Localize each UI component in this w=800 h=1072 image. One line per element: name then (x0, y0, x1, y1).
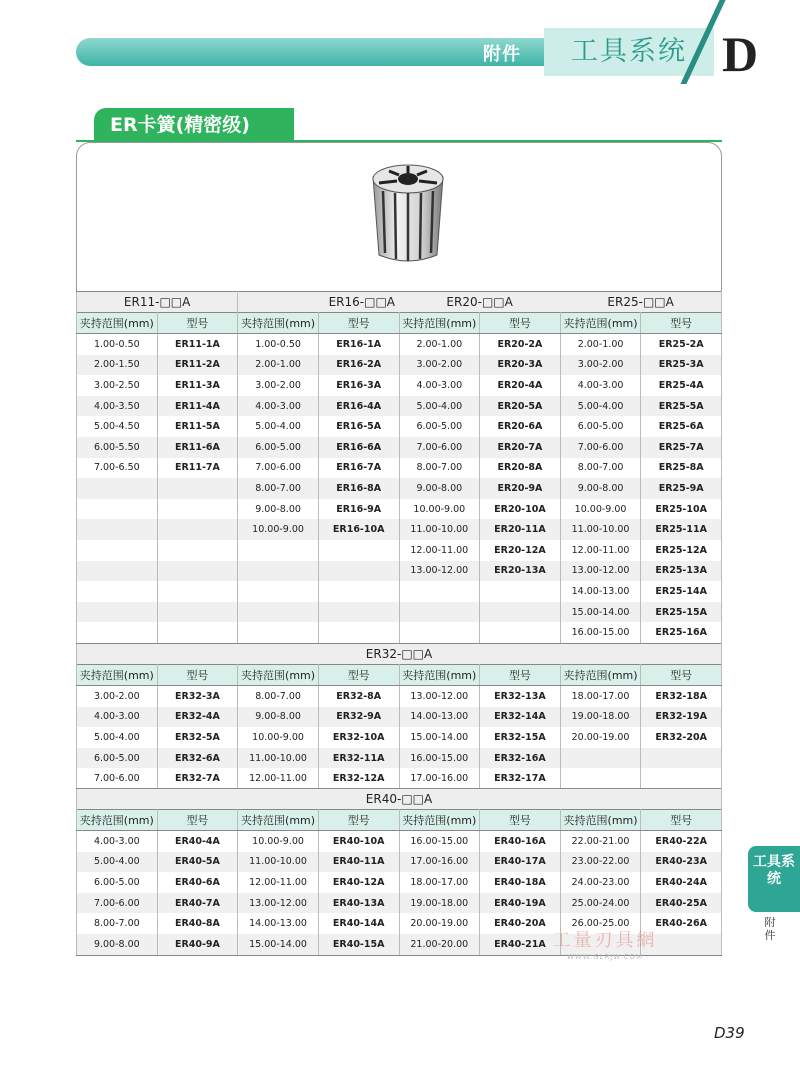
model-cell: ER32-17A (480, 768, 561, 789)
range-cell: 8.00-7.00 (238, 686, 319, 707)
model-cell: ER20-2A (480, 334, 561, 355)
model-cell: ER11-2A (157, 355, 238, 376)
range-cell: 5.00-4.00 (77, 852, 158, 873)
model-cell: ER16-3A (318, 375, 399, 396)
range-cell: 3.00-2.00 (77, 686, 158, 707)
range-cell: 15.00-14.00 (238, 934, 319, 955)
model-cell: ER40-9A (157, 934, 238, 955)
range-cell: 17.00-16.00 (399, 768, 480, 789)
range-cell: 17.00-16.00 (399, 852, 480, 873)
range-cell: 4.00-3.00 (77, 707, 158, 728)
model-cell (480, 622, 561, 643)
range-cell: 7.00-6.00 (560, 437, 641, 458)
model-cell: ER25-2A (641, 334, 722, 355)
range-cell: 6.00-5.00 (399, 416, 480, 437)
range-cell: 6.00-5.00 (238, 437, 319, 458)
model-cell: ER40-5A (157, 852, 238, 873)
watermark: 工量刃具網 (552, 930, 658, 951)
model-cell: ER16-4A (318, 396, 399, 417)
model-cell: ER40-17A (480, 852, 561, 873)
range-cell: 8.00-7.00 (238, 478, 319, 499)
range-cell: 2.00-1.00 (560, 334, 641, 355)
model-cell: ER32-8A (318, 686, 399, 707)
model-cell (157, 581, 238, 602)
model-cell: ER40-12A (318, 872, 399, 893)
model-cell: ER40-10A (318, 831, 399, 852)
range-cell: 3.00-2.00 (399, 355, 480, 376)
model-cell: ER40-26A (641, 913, 722, 934)
model-cell: ER32-16A (480, 748, 561, 769)
model-cell: ER40-23A (641, 852, 722, 873)
model-cell: ER16-9A (318, 499, 399, 520)
model-cell: ER25-4A (641, 375, 722, 396)
range-cell (399, 602, 480, 623)
range-cell: 3.00-2.00 (560, 355, 641, 376)
model-cell: ER25-6A (641, 416, 722, 437)
range-cell: 25.00-24.00 (560, 893, 641, 914)
column-header-model: 型号 (641, 313, 722, 334)
model-cell: ER40-25A (641, 893, 722, 914)
model-cell: ER11-1A (157, 334, 238, 355)
model-cell: ER11-3A (157, 375, 238, 396)
model-cell (157, 540, 238, 561)
range-cell (77, 540, 158, 561)
column-header-range: 夹持范围(mm) (560, 313, 641, 334)
model-cell: ER32-5A (157, 727, 238, 748)
watermark-url: WWW.GLRJW.COM (566, 953, 644, 961)
range-cell: 5.00-4.00 (399, 396, 480, 417)
range-cell: 7.00-6.00 (77, 768, 158, 789)
range-cell: 13.00-12.00 (238, 893, 319, 914)
range-cell: 5.00-4.50 (77, 416, 158, 437)
side-tab-sublabel: 附件 (764, 916, 776, 942)
model-cell (157, 478, 238, 499)
model-cell (480, 581, 561, 602)
range-cell: 7.00-6.00 (399, 437, 480, 458)
range-cell: 19.00-18.00 (399, 893, 480, 914)
model-cell: ER32-12A (318, 768, 399, 789)
model-cell: ER11-6A (157, 437, 238, 458)
model-cell: ER25-11A (641, 519, 722, 540)
range-cell: 9.00-8.00 (238, 707, 319, 728)
column-header-model: 型号 (480, 313, 561, 334)
range-cell: 11.00-10.00 (560, 519, 641, 540)
model-cell: ER25-7A (641, 437, 722, 458)
range-cell (560, 748, 641, 769)
range-cell (238, 622, 319, 643)
model-cell (157, 499, 238, 520)
model-cell: ER25-5A (641, 396, 722, 417)
range-cell: 2.00-1.00 (238, 355, 319, 376)
range-cell: 1.00-0.50 (238, 334, 319, 355)
range-cell: 4.00-3.00 (399, 375, 480, 396)
range-cell: 18.00-17.00 (399, 872, 480, 893)
range-cell: 5.00-4.00 (560, 396, 641, 417)
column-header-row (77, 313, 722, 334)
range-cell (77, 519, 158, 540)
range-cell: 2.00-1.50 (77, 355, 158, 376)
group-title: ER16-□□A (238, 292, 399, 313)
group-title: ER25-□□A (560, 292, 721, 313)
column-header-model: 型号 (318, 810, 399, 831)
range-cell: 5.00-4.00 (77, 727, 158, 748)
model-cell: ER11-7A (157, 458, 238, 479)
range-cell: 22.00-21.00 (560, 831, 641, 852)
table-row (77, 458, 722, 479)
model-cell (318, 602, 399, 623)
model-cell (157, 519, 238, 540)
model-cell (318, 561, 399, 582)
model-cell (318, 581, 399, 602)
model-cell: ER16-8A (318, 478, 399, 499)
model-cell: ER25-16A (641, 622, 722, 643)
model-cell: ER16-10A (318, 519, 399, 540)
model-cell: ER32-7A (157, 768, 238, 789)
range-cell: 14.00-13.00 (238, 913, 319, 934)
range-cell: 3.00-2.00 (238, 375, 319, 396)
range-cell: 9.00-8.00 (238, 499, 319, 520)
model-cell: ER40-15A (318, 934, 399, 955)
table-row (77, 519, 722, 540)
model-cell: ER20-6A (480, 416, 561, 437)
model-cell: ER25-9A (641, 478, 722, 499)
column-header-model: 型号 (157, 313, 238, 334)
er32-table (76, 643, 722, 790)
model-cell: ER32-19A (641, 707, 722, 728)
range-cell: 9.00-8.00 (77, 934, 158, 955)
model-cell: ER40-21A (480, 934, 561, 955)
model-cell: ER11-5A (157, 416, 238, 437)
range-cell: 14.00-13.00 (560, 581, 641, 602)
model-cell: ER25-8A (641, 458, 722, 479)
table-row (77, 499, 722, 520)
model-cell: ER20-5A (480, 396, 561, 417)
range-cell: 4.00-3.00 (560, 375, 641, 396)
column-header-range: 夹持范围(mm) (238, 313, 319, 334)
model-cell: ER40-20A (480, 913, 561, 934)
group-title-row (77, 789, 722, 810)
model-cell: ER16-6A (318, 437, 399, 458)
group-title-row (77, 644, 722, 665)
range-cell: 9.00-8.00 (399, 478, 480, 499)
range-cell: 4.00-3.00 (238, 396, 319, 417)
model-cell: ER32-11A (318, 748, 399, 769)
column-header-model: 型号 (318, 665, 399, 686)
column-header-model: 型号 (157, 810, 238, 831)
table-row (77, 334, 722, 355)
model-cell: ER25-12A (641, 540, 722, 561)
model-cell (641, 748, 722, 769)
column-header-range: 夹持范围(mm) (77, 810, 158, 831)
range-cell: 10.00-9.00 (238, 831, 319, 852)
column-header-model: 型号 (157, 665, 238, 686)
range-cell: 6.00-5.50 (77, 437, 158, 458)
model-cell: ER32-6A (157, 748, 238, 769)
range-cell: 2.00-1.00 (399, 334, 480, 355)
header-category: 附件 (483, 44, 521, 65)
range-cell (77, 581, 158, 602)
model-cell: ER32-15A (480, 727, 561, 748)
table-row (77, 831, 722, 852)
column-header-range: 夹持范围(mm) (560, 665, 641, 686)
model-cell: ER25-14A (641, 581, 722, 602)
range-cell: 8.00-7.00 (77, 913, 158, 934)
range-cell: 12.00-11.00 (399, 540, 480, 561)
model-cell: ER40-22A (641, 831, 722, 852)
range-cell: 10.00-9.00 (238, 519, 319, 540)
column-header-range: 夹持范围(mm) (77, 665, 158, 686)
table-row (77, 540, 722, 561)
table-row (77, 602, 722, 623)
range-cell: 4.00-3.50 (77, 396, 158, 417)
range-cell: 12.00-11.00 (560, 540, 641, 561)
range-cell: 20.00-19.00 (560, 727, 641, 748)
range-cell: 16.00-15.00 (399, 748, 480, 769)
group-title: ER20-□□A (399, 292, 560, 313)
model-cell: ER25-3A (641, 355, 722, 376)
model-cell: ER20-10A (480, 499, 561, 520)
group-title: ER40-□□A (77, 789, 722, 810)
model-cell: ER20-11A (480, 519, 561, 540)
column-header-model: 型号 (480, 810, 561, 831)
range-cell: 5.00-4.00 (238, 416, 319, 437)
range-cell: 10.00-9.00 (238, 727, 319, 748)
page-number: D39 (714, 1024, 745, 1042)
range-cell: 14.00-13.00 (399, 707, 480, 728)
range-cell: 18.00-17.00 (560, 686, 641, 707)
range-cell: 11.00-10.00 (399, 519, 480, 540)
model-cell: ER20-12A (480, 540, 561, 561)
column-header-range: 夹持范围(mm) (238, 810, 319, 831)
column-header-model: 型号 (641, 810, 722, 831)
table-row (77, 355, 722, 376)
range-cell: 10.00-9.00 (560, 499, 641, 520)
column-header-row (77, 665, 722, 686)
range-cell: 11.00-10.00 (238, 852, 319, 873)
range-cell: 24.00-23.00 (560, 872, 641, 893)
model-cell: ER20-7A (480, 437, 561, 458)
range-cell: 13.00-12.00 (399, 686, 480, 707)
model-cell: ER40-7A (157, 893, 238, 914)
er11-er25-table (76, 291, 722, 644)
model-cell: ER32-18A (641, 686, 722, 707)
model-cell (157, 622, 238, 643)
column-header-range: 夹持范围(mm) (77, 313, 158, 334)
section-title: ER卡簧(精密级) (94, 108, 294, 142)
model-cell: ER40-6A (157, 872, 238, 893)
range-cell (238, 561, 319, 582)
table-row (77, 478, 722, 499)
model-cell: ER40-13A (318, 893, 399, 914)
model-cell: ER25-10A (641, 499, 722, 520)
table-row (77, 561, 722, 582)
range-cell: 13.00-12.00 (560, 561, 641, 582)
model-cell: ER40-24A (641, 872, 722, 893)
column-header-range: 夹持范围(mm) (399, 665, 480, 686)
model-cell: ER32-14A (480, 707, 561, 728)
range-cell: 19.00-18.00 (560, 707, 641, 728)
range-cell: 12.00-11.00 (238, 768, 319, 789)
side-tab-label: 工具系统 (748, 846, 800, 912)
column-header-model: 型号 (641, 665, 722, 686)
range-cell: 8.00-7.00 (399, 458, 480, 479)
range-cell (77, 622, 158, 643)
model-cell (641, 768, 722, 789)
model-cell: ER20-8A (480, 458, 561, 479)
table-row (77, 768, 722, 789)
range-cell: 16.00-15.00 (399, 831, 480, 852)
model-cell (157, 561, 238, 582)
model-cell: ER32-13A (480, 686, 561, 707)
range-cell: 11.00-10.00 (238, 748, 319, 769)
column-header-model: 型号 (318, 313, 399, 334)
range-cell: 3.00-2.50 (77, 375, 158, 396)
range-cell: 15.00-14.00 (560, 602, 641, 623)
range-cell (399, 622, 480, 643)
model-cell: ER32-9A (318, 707, 399, 728)
model-cell: ER40-19A (480, 893, 561, 914)
table-row (77, 872, 722, 893)
model-cell: ER32-3A (157, 686, 238, 707)
model-cell (318, 540, 399, 561)
range-cell (399, 581, 480, 602)
model-cell: ER40-18A (480, 872, 561, 893)
range-cell: 23.00-22.00 (560, 852, 641, 873)
column-header-range: 夹持范围(mm) (399, 313, 480, 334)
table-row (77, 852, 722, 873)
model-cell: ER25-15A (641, 602, 722, 623)
range-cell (560, 768, 641, 789)
range-cell: 4.00-3.00 (77, 831, 158, 852)
range-cell (77, 602, 158, 623)
column-header-range: 夹持范围(mm) (238, 665, 319, 686)
range-cell: 6.00-5.00 (77, 748, 158, 769)
model-cell: ER16-1A (318, 334, 399, 355)
header-title: 工具系统 (544, 28, 714, 76)
range-cell: 26.00-25.00 (560, 913, 641, 934)
range-cell (77, 478, 158, 499)
model-cell: ER20-13A (480, 561, 561, 582)
table-row (77, 375, 722, 396)
table-row (77, 416, 722, 437)
table-row (77, 396, 722, 417)
table-row (77, 622, 722, 643)
range-cell: 20.00-19.00 (399, 913, 480, 934)
range-cell: 6.00-5.00 (560, 416, 641, 437)
group-title: ER11-□□A (77, 292, 238, 313)
collet-image (367, 155, 449, 270)
group-title: ER32-□□A (77, 644, 722, 665)
range-cell: 7.00-6.00 (238, 458, 319, 479)
model-cell: ER32-10A (318, 727, 399, 748)
column-header-range: 夹持范围(mm) (399, 810, 480, 831)
model-cell: ER11-4A (157, 396, 238, 417)
range-cell (77, 561, 158, 582)
range-cell: 9.00-8.00 (560, 478, 641, 499)
table-row (77, 893, 722, 914)
column-header-row (77, 810, 722, 831)
range-cell: 15.00-14.00 (399, 727, 480, 748)
header-letter: D (722, 26, 759, 82)
model-cell: ER40-14A (318, 913, 399, 934)
model-cell: ER40-4A (157, 831, 238, 852)
range-cell: 1.00-0.50 (77, 334, 158, 355)
range-cell: 6.00-5.00 (77, 872, 158, 893)
range-cell: 10.00-9.00 (399, 499, 480, 520)
table-row (77, 748, 722, 769)
model-cell: ER32-20A (641, 727, 722, 748)
range-cell: 12.00-11.00 (238, 872, 319, 893)
range-cell: 7.00-6.50 (77, 458, 158, 479)
table-row (77, 686, 722, 707)
model-cell (480, 602, 561, 623)
column-header-model: 型号 (480, 665, 561, 686)
model-cell: ER40-8A (157, 913, 238, 934)
column-header-range: 夹持范围(mm) (560, 810, 641, 831)
range-cell: 8.00-7.00 (560, 458, 641, 479)
model-cell: ER32-4A (157, 707, 238, 728)
model-cell: ER16-2A (318, 355, 399, 376)
range-cell (238, 540, 319, 561)
model-cell: ER40-16A (480, 831, 561, 852)
model-cell: ER20-4A (480, 375, 561, 396)
model-cell (318, 622, 399, 643)
range-cell (238, 602, 319, 623)
model-cell: ER20-9A (480, 478, 561, 499)
model-cell: ER16-7A (318, 458, 399, 479)
table-row (77, 707, 722, 728)
range-cell (238, 581, 319, 602)
table-row (77, 727, 722, 748)
range-cell: 16.00-15.00 (560, 622, 641, 643)
model-cell: ER40-11A (318, 852, 399, 873)
table-row (77, 437, 722, 458)
model-cell: ER16-5A (318, 416, 399, 437)
range-cell: 13.00-12.00 (399, 561, 480, 582)
model-cell (157, 602, 238, 623)
range-cell: 21.00-20.00 (399, 934, 480, 955)
table-row (77, 581, 722, 602)
range-cell: 7.00-6.00 (77, 893, 158, 914)
range-cell (77, 499, 158, 520)
model-cell: ER20-3A (480, 355, 561, 376)
model-cell: ER25-13A (641, 561, 722, 582)
